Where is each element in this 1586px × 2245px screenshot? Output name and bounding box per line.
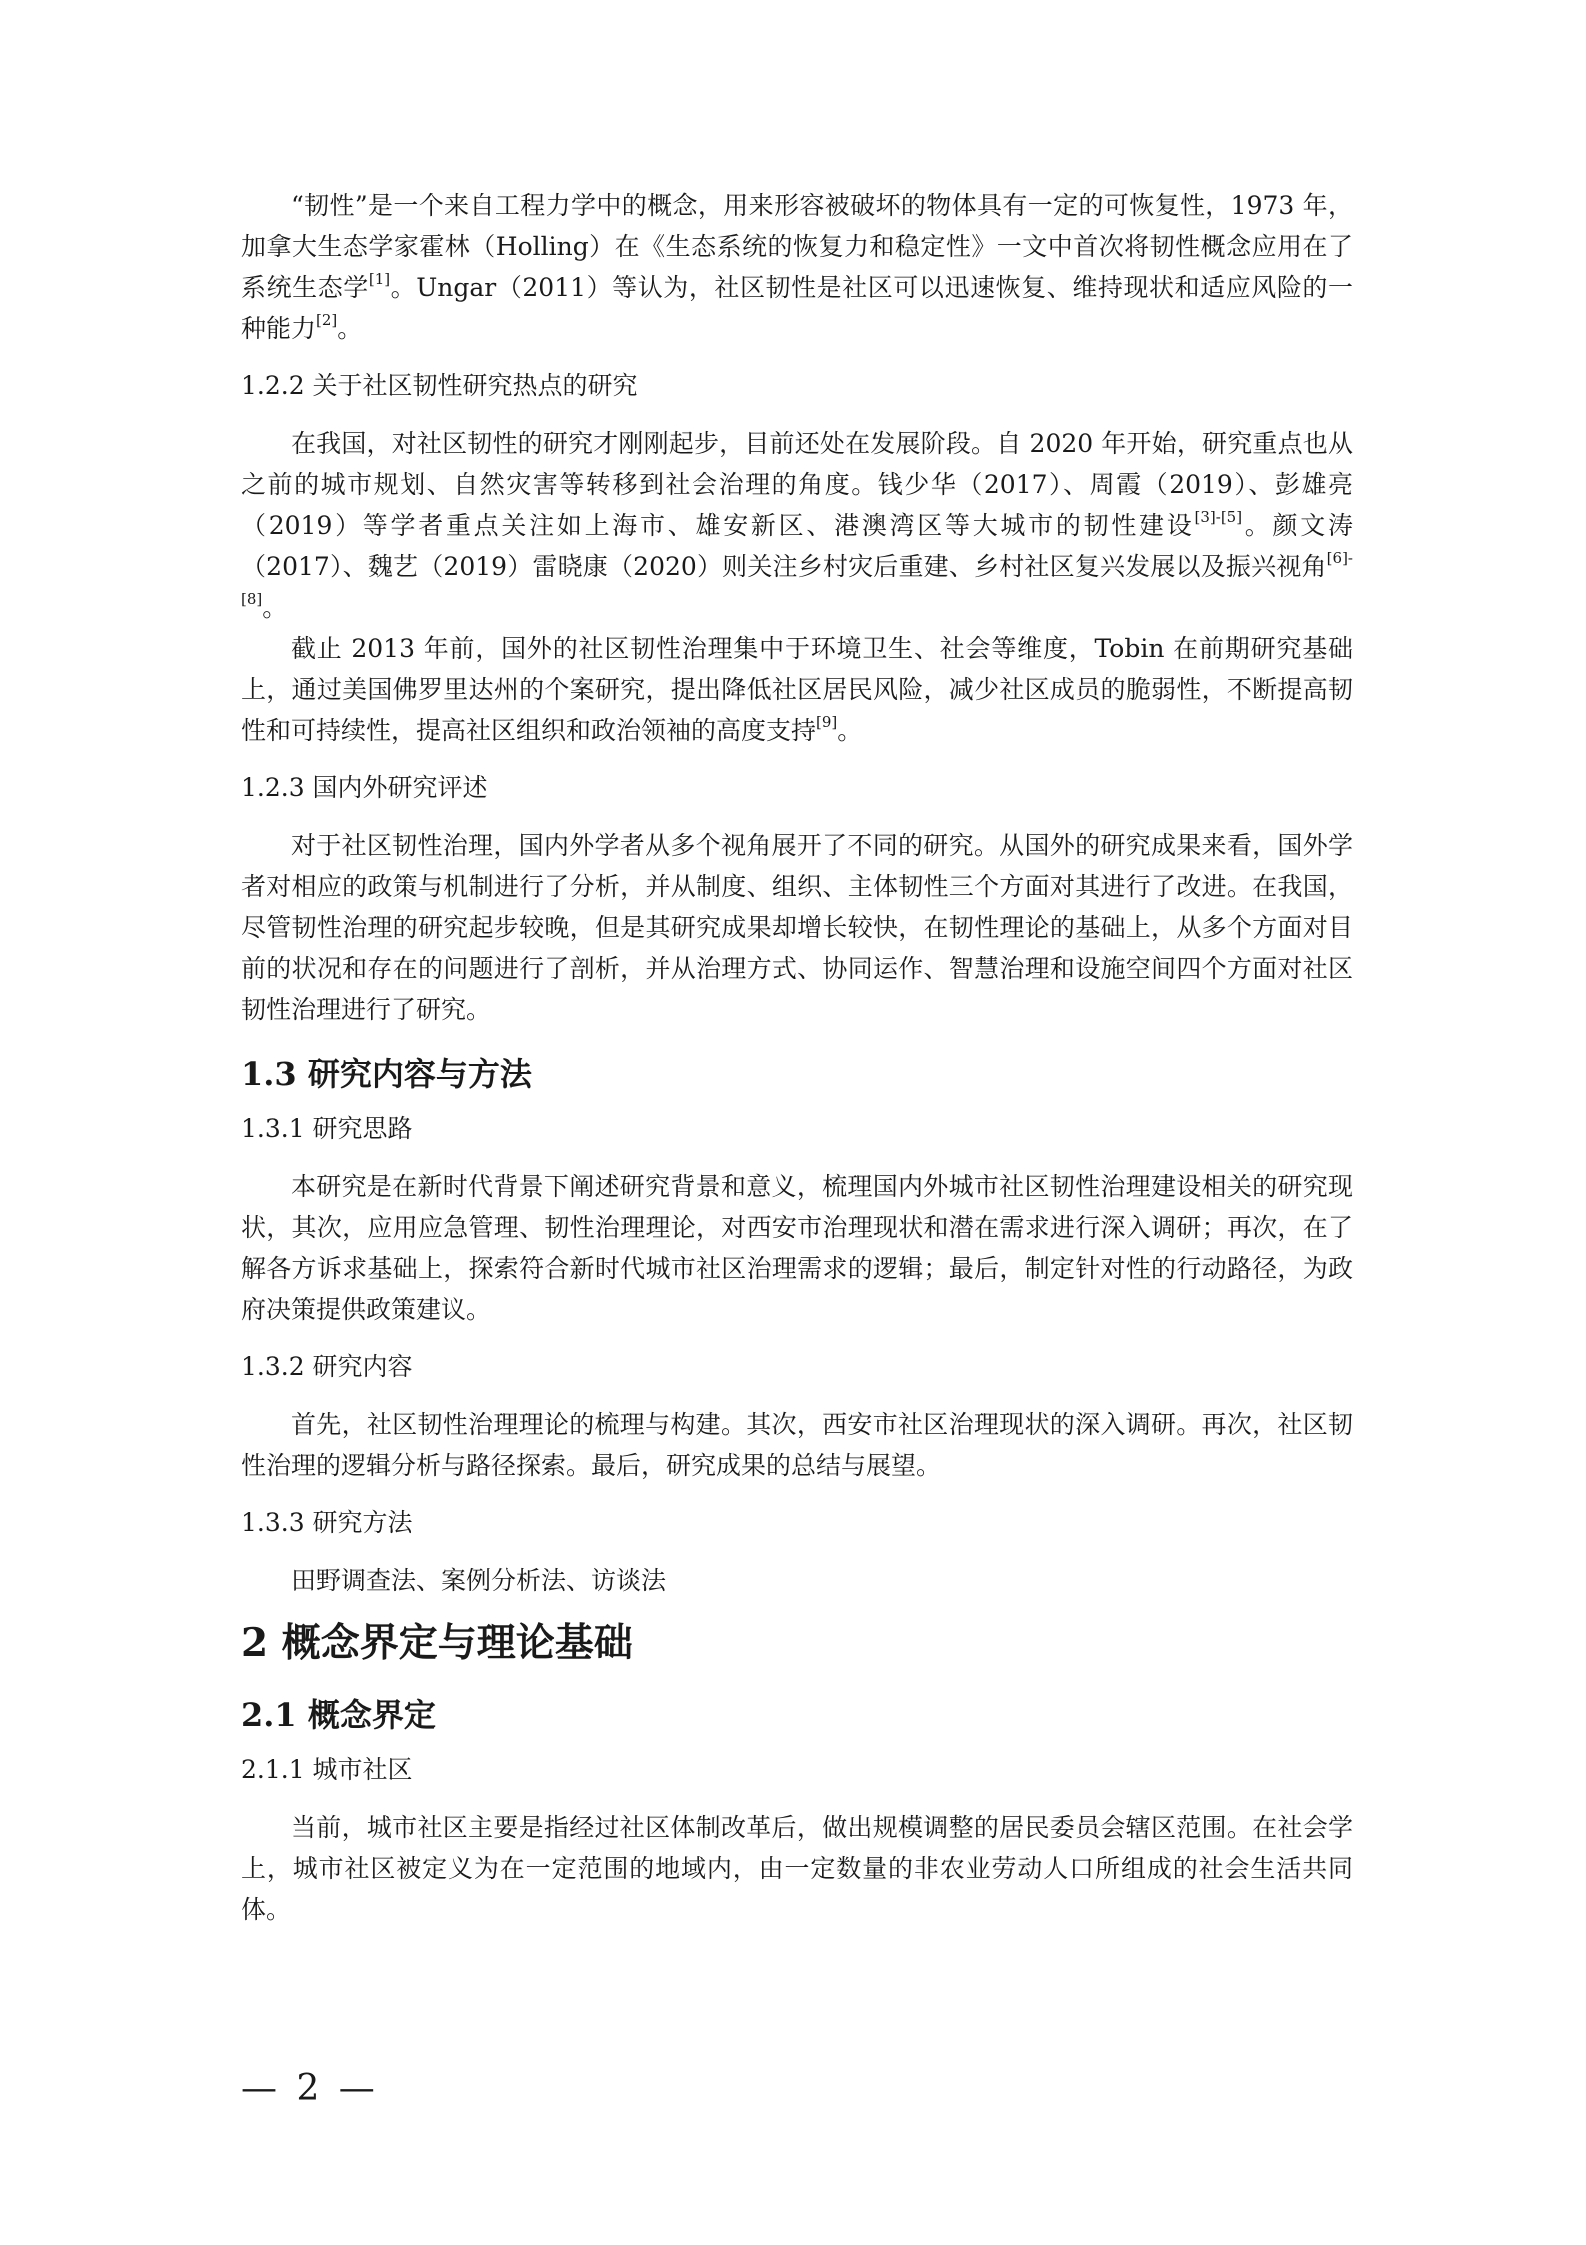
paragraph-urban-community: 当前，城市社区主要是指经过社区体制改革后，做出规模调整的居民委员会辖区范围。在社会学上，城市社区被定义为在一定范围的地域内，由一定数量的非农业劳动人口所组成的社会生活共同体。 [241,1813,1353,1924]
paragraph-review: 对于社区韧性治理，国内外学者从多个视角展开了不同的研究。从国外的研究成果来看，国外学者对相应的政策与机制进行了分析，并从制度、组织、主体韧性三个方面对其进行了改进。在我国，尽管韧性治理的研究起步较晚，但是其研究成果却增长较快，在韧性理论的基础上，从多个方面对目前的状况和存在的问题进行了剖析，并从治理方式、协同运作、智慧治理和设施空间四个方面对社区韧性治理进行了研究。 [241,831,1353,1024]
citation-ref: [6]-[8] [241,548,1353,608]
page-number: — 2 — [241,2068,379,2109]
paragraph-research-methods: 田野调查法、案例分析法、访谈法 [291,1566,667,1595]
paragraph-text: 在我国，对社区韧性的研究才刚刚起步，目前还处在发展阶段。自 2020 年开始，研究重点也从之前的城市规划、自然灾害等转移到社会治理的角度。钱少华（2017）、周霞（2019）、彭雄亮（2019）等学者重点关注如上海市、雄安新区、港澳湾区等大城市的韧性建设 [241,429,1353,540]
paragraph-resilience-concept [241,185,1353,349]
paragraph-research-content: 首先，社区韧性治理理论的梳理与构建。其次，西安市社区治理现状的深入调研。再次，社区韧性治理的逻辑分析与路径探索。最后，研究成果的总结与展望。 [241,1410,1353,1480]
section-heading-1-3-1: 1.3.1 研究思路 [241,1114,413,1143]
paragraph-research-approach: 本研究是在新时代背景下阐述研究背景和意义，梳理国内外城市社区韧性治理建设相关的研究现状，其次，应用应急管理、韧性治理理论，对西安市治理现状和潜在需求进行深入调研；再次，在了解各方诉求基础上，探索符合新时代城市社区治理需求的逻辑；最后，制定针对性的行动路径，为政府决策提供政策建议。 [241,1172,1353,1324]
page-body [241,185,1353,1930]
paragraph-text: 。 [837,716,863,745]
section-heading-2-1: 2.1 概念界定 [241,1696,436,1734]
section-heading-2-1-1: 2.1.1 城市社区 [241,1755,413,1784]
paragraph-text: 截止 2013 年前，国外的社区韧性治理集中于环境卫生、社会等维度，Tobin 在前期研究基础上，通过美国佛罗里达州的个案研究，提出降低社区居民风险，减少社区成员的脆弱性，不断提高韧性和可持续性，提高社区组织和政治领袖的高度支持 [241,634,1353,745]
section-heading-1-2-2: 1.2.2 关于社区韧性研究热点的研究 [241,371,638,400]
section-heading-1-2-3: 1.2.3 国内外研究评述 [241,773,488,802]
section-heading-1-3-2: 1.3.2 研究内容 [241,1352,413,1381]
paragraph-domestic-research [241,423,1353,628]
citation-ref: [2] [316,310,338,329]
citation-ref: [9] [816,712,838,731]
paragraph-text: 。 [262,593,288,622]
citation-ref: [3]-[5] [1194,507,1243,526]
paragraph-text: 。Ungar（2011）等认为，社区韧性是社区可以迅速恢复、维持现状和适应风险的一种能力 [241,273,1353,343]
paragraph-foreign-research [241,628,1353,751]
section-heading-1-3-3: 1.3.3 研究方法 [241,1508,413,1537]
citation-ref: [1] [368,269,391,288]
paragraph-text: 。颜文涛（2017）、魏艺（2019）雷晓康（2020）则关注乡村灾后重建、乡村社区复兴发展以及振兴视角 [241,511,1353,581]
section-heading-1-3: 1.3 研究内容与方法 [241,1055,532,1093]
paragraph-text: 。 [337,314,363,343]
chapter-heading-2: 2 概念界定与理论基础 [241,1620,633,1666]
paragraph-text: “韧性”是一个来自工程力学中的概念，用来形容被破坏的物体具有一定的可恢复性，1973 年，加拿大生态学家霍林（Holling）在《生态系统的恢复力和稳定性》一文中首次将韧性概念应用在了系统生态学 [241,191,1353,302]
